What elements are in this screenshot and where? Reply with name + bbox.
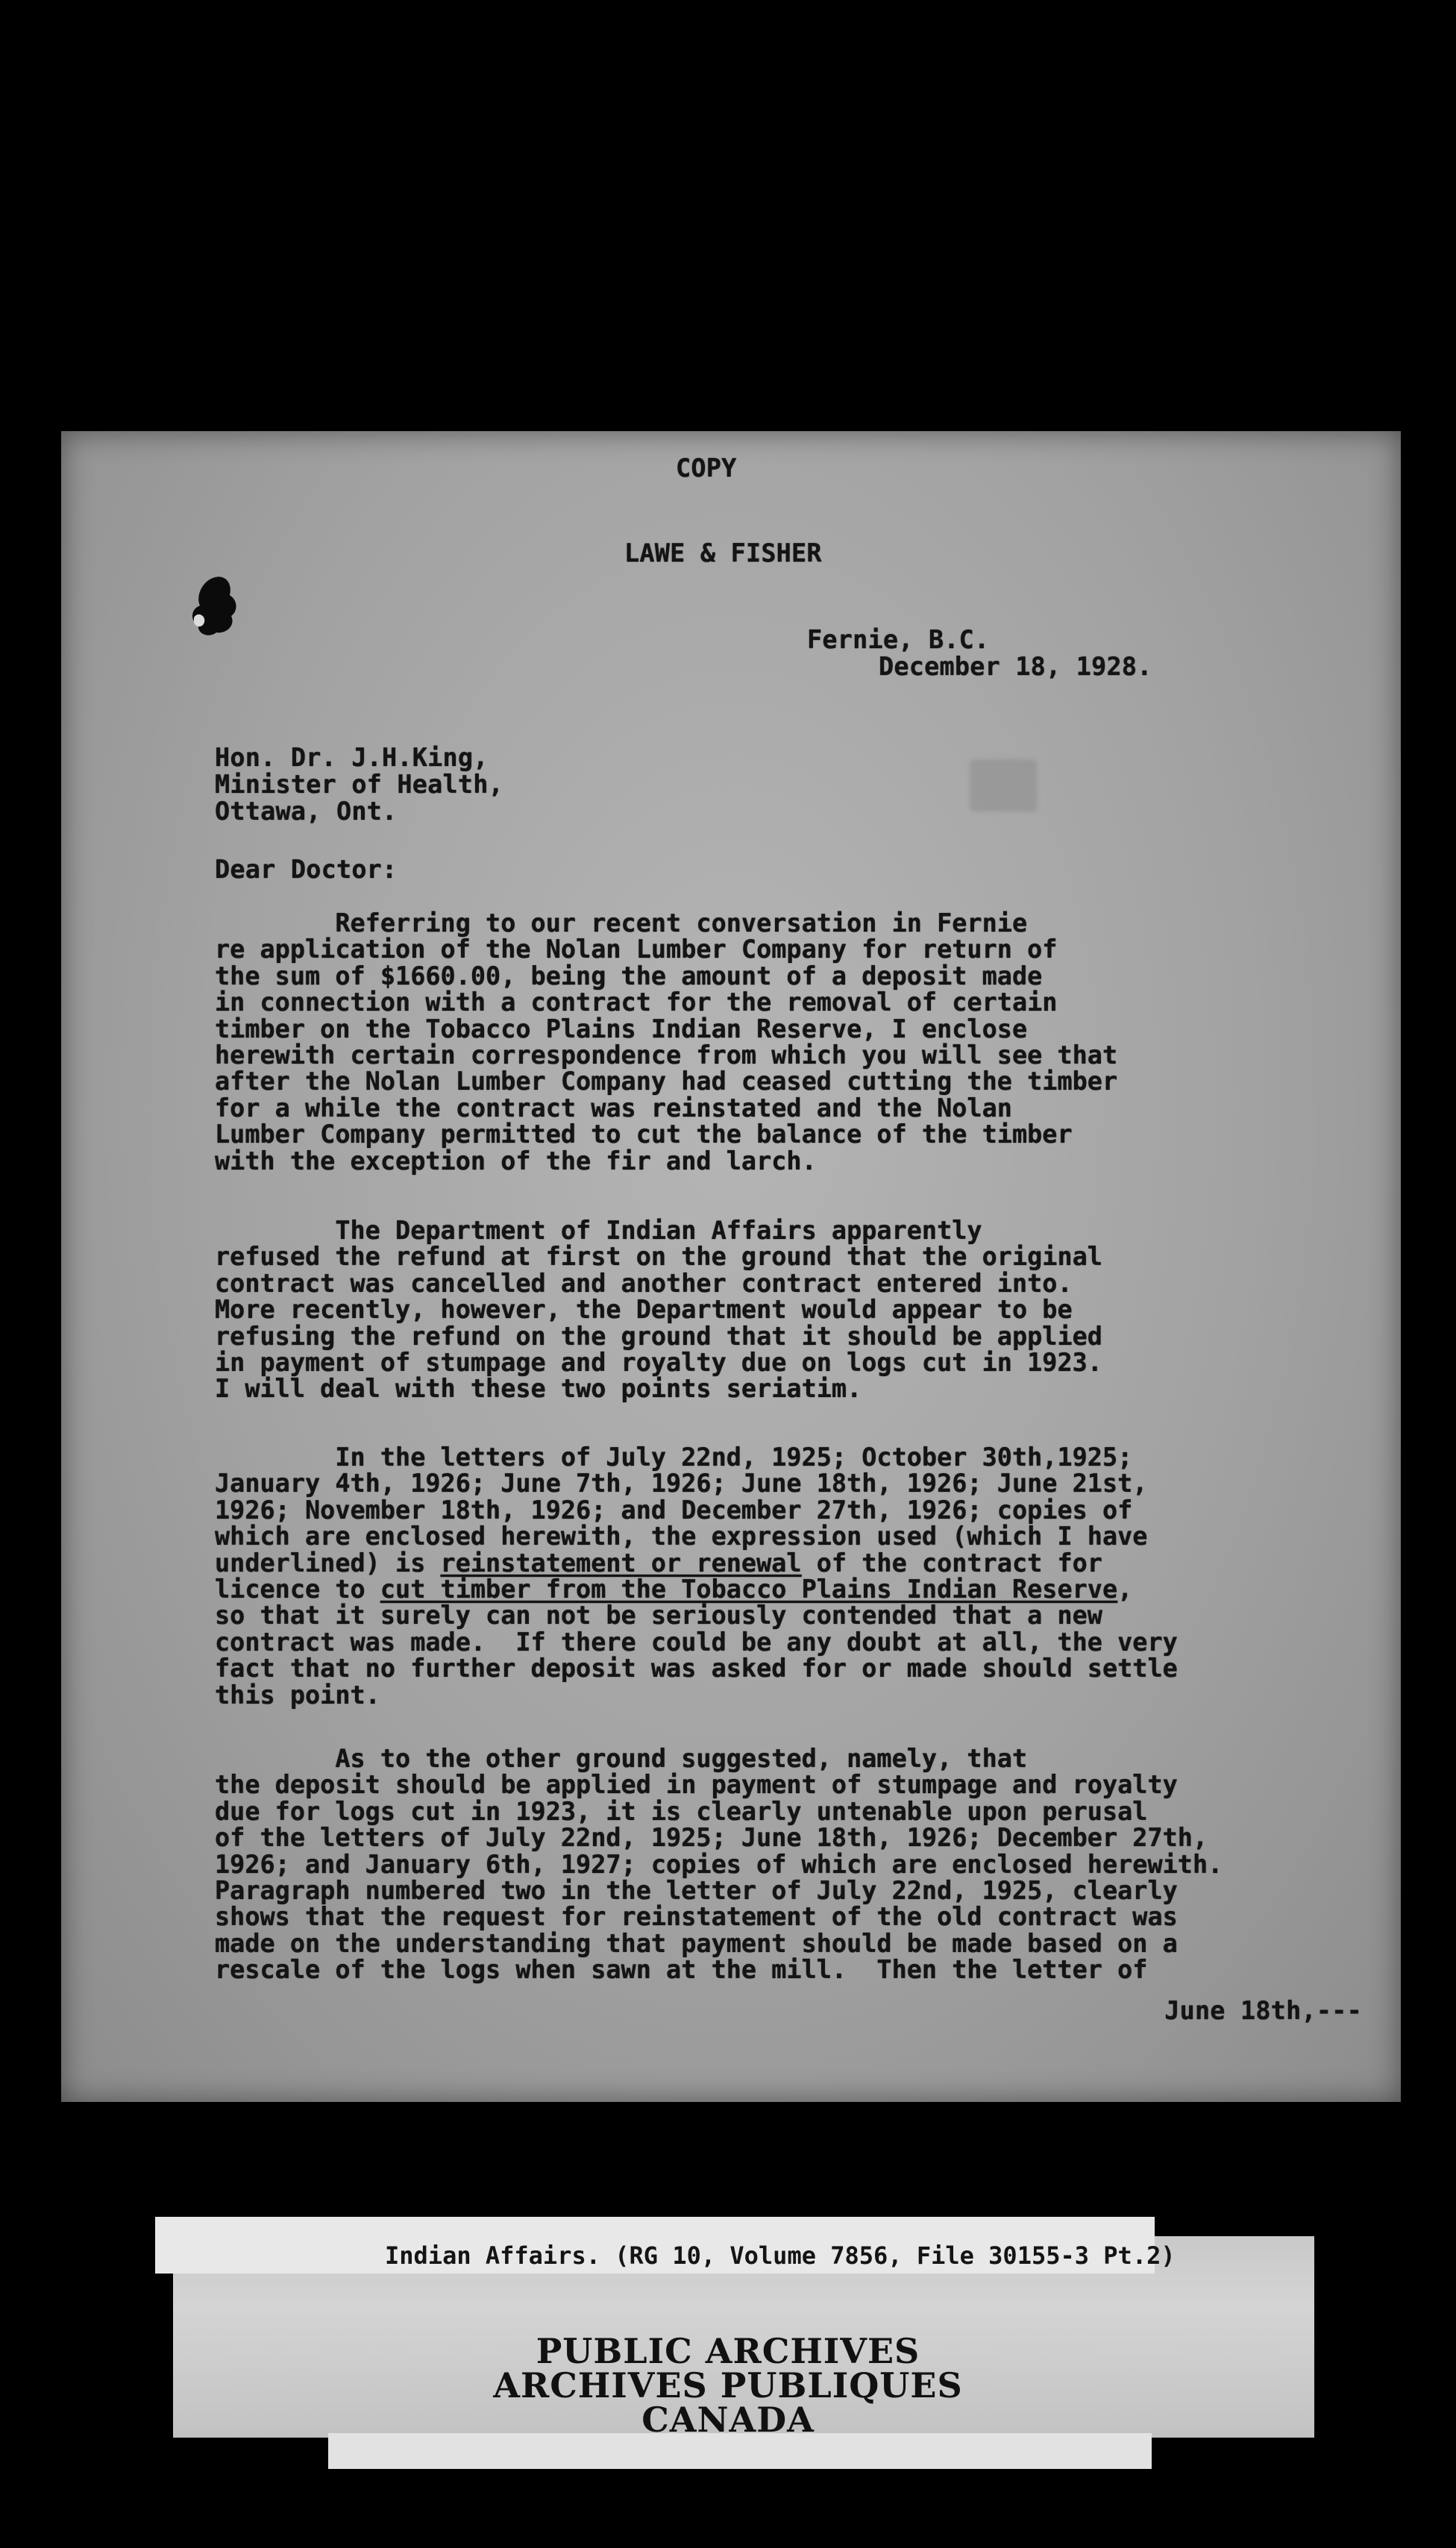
text-line: with the exception of the fir and larch. bbox=[215, 1146, 817, 1176]
text-line: I will deal with these two points seriatim. bbox=[215, 1374, 862, 1404]
archive-reference: Indian Affairs. (RG 10, Volume 7856, File 30155-3 Pt.2) bbox=[385, 2241, 1176, 2270]
text-line: the deposit should be applied in payment of stumpage and royalty bbox=[215, 1770, 1178, 1800]
paragraph-3 bbox=[215, 1444, 1178, 1708]
paragraph-2 bbox=[215, 1217, 1102, 1402]
text-line: 1926; November 18th, 1926; and December 27th, 1926; copies of bbox=[215, 1495, 1133, 1525]
letter-date: December 18, 1928. bbox=[879, 652, 1152, 681]
salutation: Dear Doctor: bbox=[215, 855, 398, 884]
text-line: January 4th, 1926; June 7th, 1926; June 18th, 1926; June 21st, bbox=[215, 1469, 1148, 1499]
text-line: contract was cancelled and another contract entered into. bbox=[215, 1268, 1073, 1298]
text-line: refusing the refund on the ground that it should be applied bbox=[215, 1321, 1102, 1351]
text-line: made on the understanding that payment should be made based on a bbox=[215, 1928, 1178, 1958]
text-line: More recently, however, the Department would appear to be bbox=[215, 1295, 1073, 1325]
archives-title-en: PUBLIC ARCHIVES bbox=[536, 2331, 920, 2371]
text-line bbox=[215, 1550, 1178, 1576]
text-line: Lumber Company permitted to cut the balance of the timber bbox=[215, 1120, 1073, 1149]
underlined-text: cut timber from the Tobacco Plains Indian Reserve bbox=[380, 1575, 1118, 1604]
recipient-line: Hon. Dr. J.H.King, bbox=[215, 743, 489, 772]
text-line: re application of the Nolan Lumber Company for return of bbox=[215, 935, 1058, 964]
continuation-marker: June 18th,--- bbox=[1164, 1996, 1362, 2025]
text-line: As to the other ground suggested, namely, that bbox=[215, 1744, 1028, 1773]
text-line: herewith certain correspondence from which you will see that bbox=[215, 1041, 1118, 1070]
text-line: which are enclosed herewith, the expression used (which I have bbox=[215, 1522, 1148, 1551]
letter-page bbox=[61, 431, 1401, 2102]
text-line: contract was made. If there could be any doubt at all, the very bbox=[215, 1627, 1178, 1657]
text-line: rescale of the logs when sawn at the mill. Then the letter of bbox=[215, 1955, 1148, 1985]
ink-blot bbox=[186, 573, 246, 640]
text-line: so that it surely can not be seriously contended that a new bbox=[215, 1601, 1102, 1631]
text-line bbox=[215, 1576, 1178, 1602]
text-line: shows that the request for reinstatement of the old contract was bbox=[215, 1902, 1178, 1932]
text-line: refused the refund at first on the ground that the original bbox=[215, 1242, 1102, 1272]
text-line: Paragraph numbered two in the letter of July 22nd, 1925, clearly bbox=[215, 1876, 1178, 1906]
text-segment: licence to bbox=[215, 1575, 380, 1604]
underlined-text: reinstatement or renewal bbox=[440, 1548, 802, 1578]
text-line: of the letters of July 22nd, 1925; June 18th, 1926; December 27th, bbox=[215, 1823, 1208, 1853]
archives-country: CANADA bbox=[641, 2400, 815, 2440]
text-line: In the letters of July 22nd, 1925; October 30th,1925; bbox=[215, 1443, 1133, 1472]
recipient-line: Minister of Health, bbox=[215, 770, 504, 799]
text-line: after the Nolan Lumber Company had ceased cutting the timber bbox=[215, 1067, 1118, 1096]
text-line: in connection with a contract for the removal of certain bbox=[215, 988, 1058, 1017]
copy-label: COPY bbox=[676, 454, 737, 483]
text-line: fact that no further deposit was asked for or made should settle bbox=[215, 1654, 1178, 1684]
text-line: Referring to our recent conversation in Fernie bbox=[215, 909, 1028, 938]
paragraph-4 bbox=[215, 1745, 1223, 1983]
text-line: 1926; and January 6th, 1927; copies of which are enclosed herewith. bbox=[215, 1849, 1223, 1879]
letter-place: Fernie, B.C. bbox=[807, 625, 990, 654]
text-line: timber on the Tobacco Plains Indian Reserve, I enclose bbox=[215, 1014, 1028, 1044]
text-line: in payment of stumpage and royalty due on logs cut in 1923. bbox=[215, 1348, 1102, 1378]
text-segment: of the contract for bbox=[801, 1548, 1102, 1578]
text-segment: , bbox=[1117, 1575, 1133, 1604]
text-segment: underlined) is bbox=[215, 1548, 441, 1578]
text-line: for a while the contract was reinstated and the Nolan bbox=[215, 1093, 1012, 1123]
letterhead: LAWE & FISHER bbox=[624, 539, 822, 568]
text-line: this point. bbox=[215, 1680, 380, 1710]
paragraph-1 bbox=[215, 910, 1117, 1174]
text-line: The Department of Indian Affairs apparently bbox=[215, 1216, 982, 1245]
text-line: due for logs cut in 1923, it is clearly untenable upon perusal bbox=[215, 1796, 1148, 1826]
faint-stamp-mark bbox=[970, 759, 1037, 812]
text-line: the sum of $1660.00, being the amount of a deposit made bbox=[215, 961, 1043, 991]
archives-title-fr: ARCHIVES PUBLIQUES bbox=[493, 2365, 963, 2406]
recipient-line: Ottawa, Ont. bbox=[215, 797, 398, 826]
